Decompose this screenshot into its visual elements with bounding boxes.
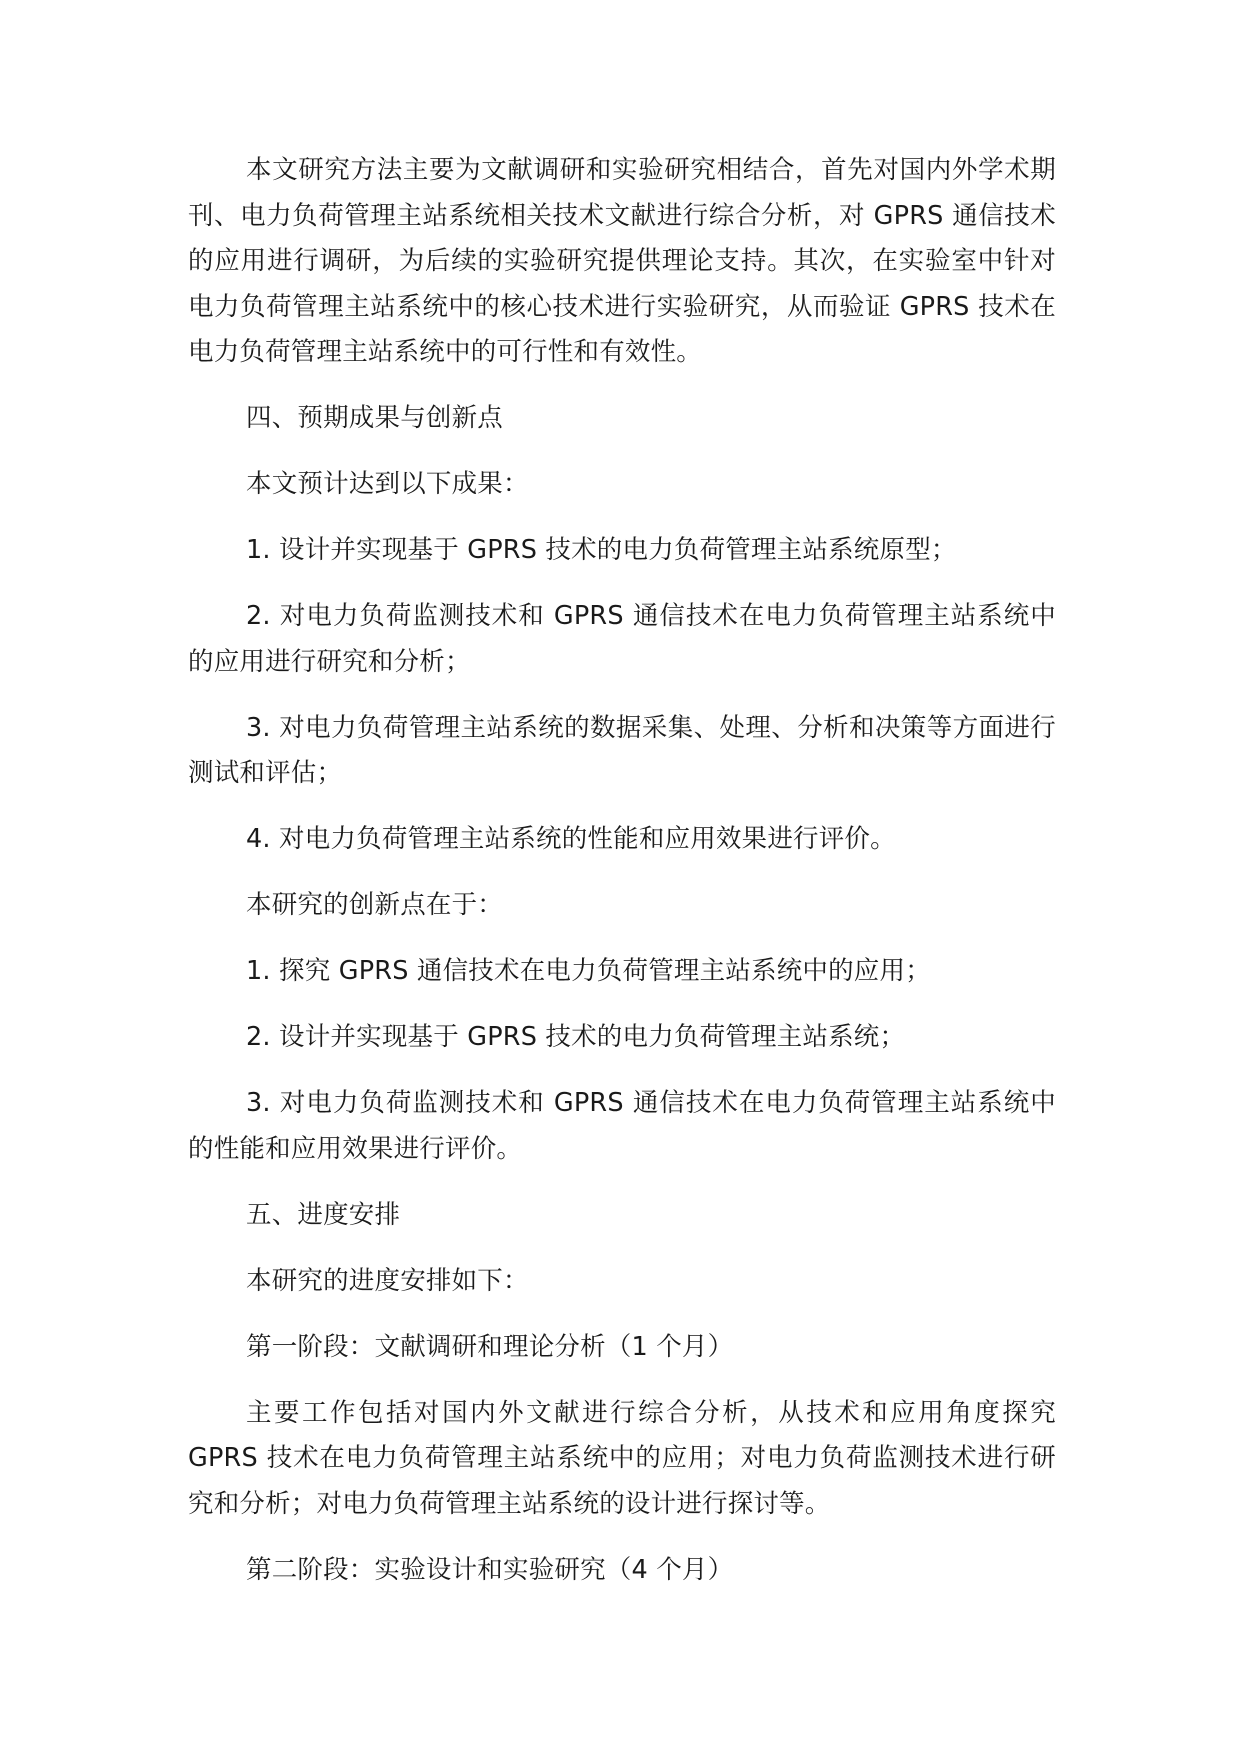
paragraph-research-method: 本文研究方法主要为文献调研和实验研究相结合，首先对国内外学术期刊、电力负荷管理主站系统相关技术文献进行综合分析，对 GPRS 通信技术的应用进行调研，为后续的实验研究提供理论支持。其次，在实验室中针对电力负荷管理主站系统中的核心技术进行实验研究，从而验证 GPRS 技术在电力负荷管理主站系统中的可行性和有效性。 xyxy=(188,155,1056,367)
innovation-item-1: 1. 探究 GPRS 通信技术在电力负荷管理主站系统中的应用； xyxy=(246,956,931,986)
section-heading-expected-results: 四、预期成果与创新点 xyxy=(246,403,504,433)
document-body xyxy=(188,148,1056,1614)
paragraph-results-intro: 本文预计达到以下成果： xyxy=(246,469,529,499)
result-item-4: 4. 对电力负荷管理主站系统的性能和应用效果进行评价。 xyxy=(246,824,896,854)
result-item-1: 1. 设计并实现基于 GPRS 技术的电力负荷管理主站系统原型； xyxy=(246,535,957,565)
schedule-phase-1-title: 第一阶段：文献调研和理论分析（1 个月） xyxy=(246,1331,734,1362)
result-item-3: 3. 对电力负荷管理主站系统的数据采集、处理、分析和决策等方面进行测试和评估； xyxy=(188,712,1056,788)
result-item-2: 2. 对电力负荷监测技术和 GPRS 通信技术在电力负荷管理主站系统中的应用进行研究和分析； xyxy=(188,601,1056,677)
schedule-phase-1-description: 主要工作包括对国内外文献进行综合分析，从技术和应用角度探究 GPRS 技术在电力负荷管理主站系统中的应用；对电力负荷监测技术进行研究和分析；对电力负荷管理主站系统的设计进行探讨等。 xyxy=(188,1397,1056,1519)
innovation-item-3: 3. 对电力负荷监测技术和 GPRS 通信技术在电力负荷管理主站系统中的性能和应用效果进行评价。 xyxy=(188,1088,1056,1164)
paragraph-schedule-intro: 本研究的进度安排如下： xyxy=(246,1265,529,1296)
section-heading-schedule: 五、进度安排 xyxy=(246,1199,401,1230)
paragraph-innovation-intro: 本研究的创新点在于： xyxy=(246,890,504,920)
innovation-item-2: 2. 设计并实现基于 GPRS 技术的电力负荷管理主站系统； xyxy=(246,1022,906,1052)
schedule-phase-2-title: 第二阶段：实验设计和实验研究（4 个月） xyxy=(246,1554,734,1585)
